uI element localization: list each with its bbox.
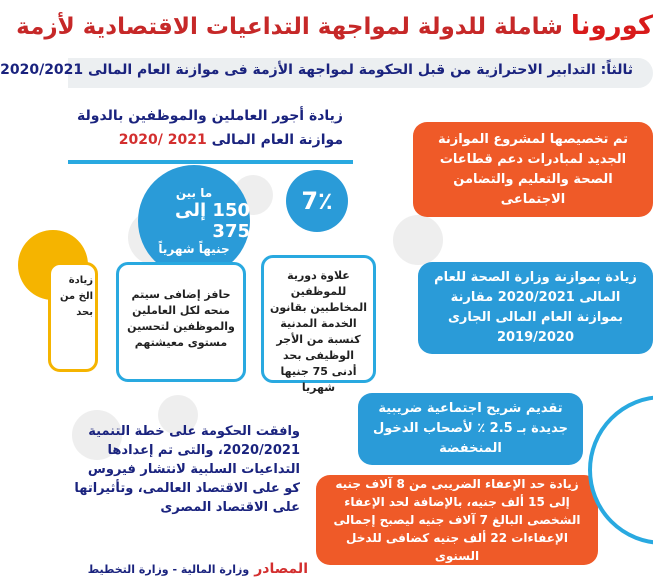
plan-text: وافقت الحكومة على خطة التنمية 2020/2021، والتى تم إعدادها التداعيات السلبية لانتشار فيروس كو على الاقتصاد العالمى، وتأثيراتها على الاقتصاد المصرى [74, 424, 300, 515]
subtitle: ثالثاً: التدابير الاحترازية من قبل الحكومة لمواجهة الأزمة فى موازنة العام المالى 2020/2021 [0, 62, 633, 78]
title-main: شاملة للدولة لمواجهة التداعيات الاقتصادية لأزمة [16, 14, 563, 40]
wages-heading [53, 108, 343, 148]
allowance-text: علاوة دورية للموظفين المخاطبين بقانون الخدمة المدنية كنسبة من الأجر الوظيفى بحد أدنى 75 جنيها شهريا [270, 269, 367, 394]
left-partial-card [48, 262, 98, 372]
health-budget-text: زيادة بموازنة وزارة الصحة للعام المالى 2020/2021 مقارنة بموازنة العام المالى الجارى 2019/2020 [434, 270, 637, 345]
exemption-text: زيادة حد الإعفاء الضريبى من 8 آلاف جنيه إلى 15 ألف جنيه، بالإضافة لحد الإعفاء الشخصى البالغ 7 آلاف جنيه ليصبح إجمالى الإعفاءات 22 ألف جنيه كضافى للدخل السنوى [333, 477, 581, 563]
wages-heading-line1: زيادة أجور العاملين والموظفين بالدولة [77, 108, 343, 124]
tax-bracket-text: تقديم شريح اجتماعية ضريبية جديدة بـ 2.5 ٪ لأصحاب الدخول المنخفضة [372, 401, 569, 456]
wages-heading-line2 [53, 132, 343, 148]
project-allocation-card [413, 122, 653, 217]
wages-heading-prefix: موازنة العام المالى [206, 132, 343, 148]
health-budget-card [418, 262, 653, 354]
virus-decoration-icon [393, 215, 443, 265]
incentive-card [116, 262, 246, 382]
tax-bracket-card [358, 393, 583, 465]
incentive-unit: جنيهاً شهرياً [158, 242, 230, 256]
sources-text: وزارة المالية - وزارة التخطيط [87, 563, 250, 576]
allowance-percent-circle [286, 170, 348, 232]
incentive-range: 150 إلى 375 [175, 200, 250, 242]
left-partial-text: زيادة الخ من بحد [59, 275, 93, 318]
exemption-card [316, 475, 598, 565]
sources [68, 558, 308, 577]
allowance-card [261, 255, 376, 394]
incentive-text: حافز إضافى سيتم منحه لكل العاملين والموظفين لتحسين مستوى معيشتهم [127, 288, 235, 349]
project-allocation-text: تم تخصيصها لمشروع الموازنة الجديد لمبادرات دعم قطاعات الصحة والتعليم والتضامن الاجتماعى [437, 131, 629, 207]
incentive-prefix: ما بين [175, 186, 213, 200]
wages-heading-underline [68, 160, 353, 164]
title-highlight: كورونا [570, 11, 653, 41]
allowance-percent: 7٪ [301, 187, 333, 215]
sources-label: المصادر [254, 561, 308, 577]
page-title [16, 6, 653, 46]
wages-heading-year: 2021 /2020 [118, 132, 207, 148]
incentive-circle [138, 165, 250, 277]
